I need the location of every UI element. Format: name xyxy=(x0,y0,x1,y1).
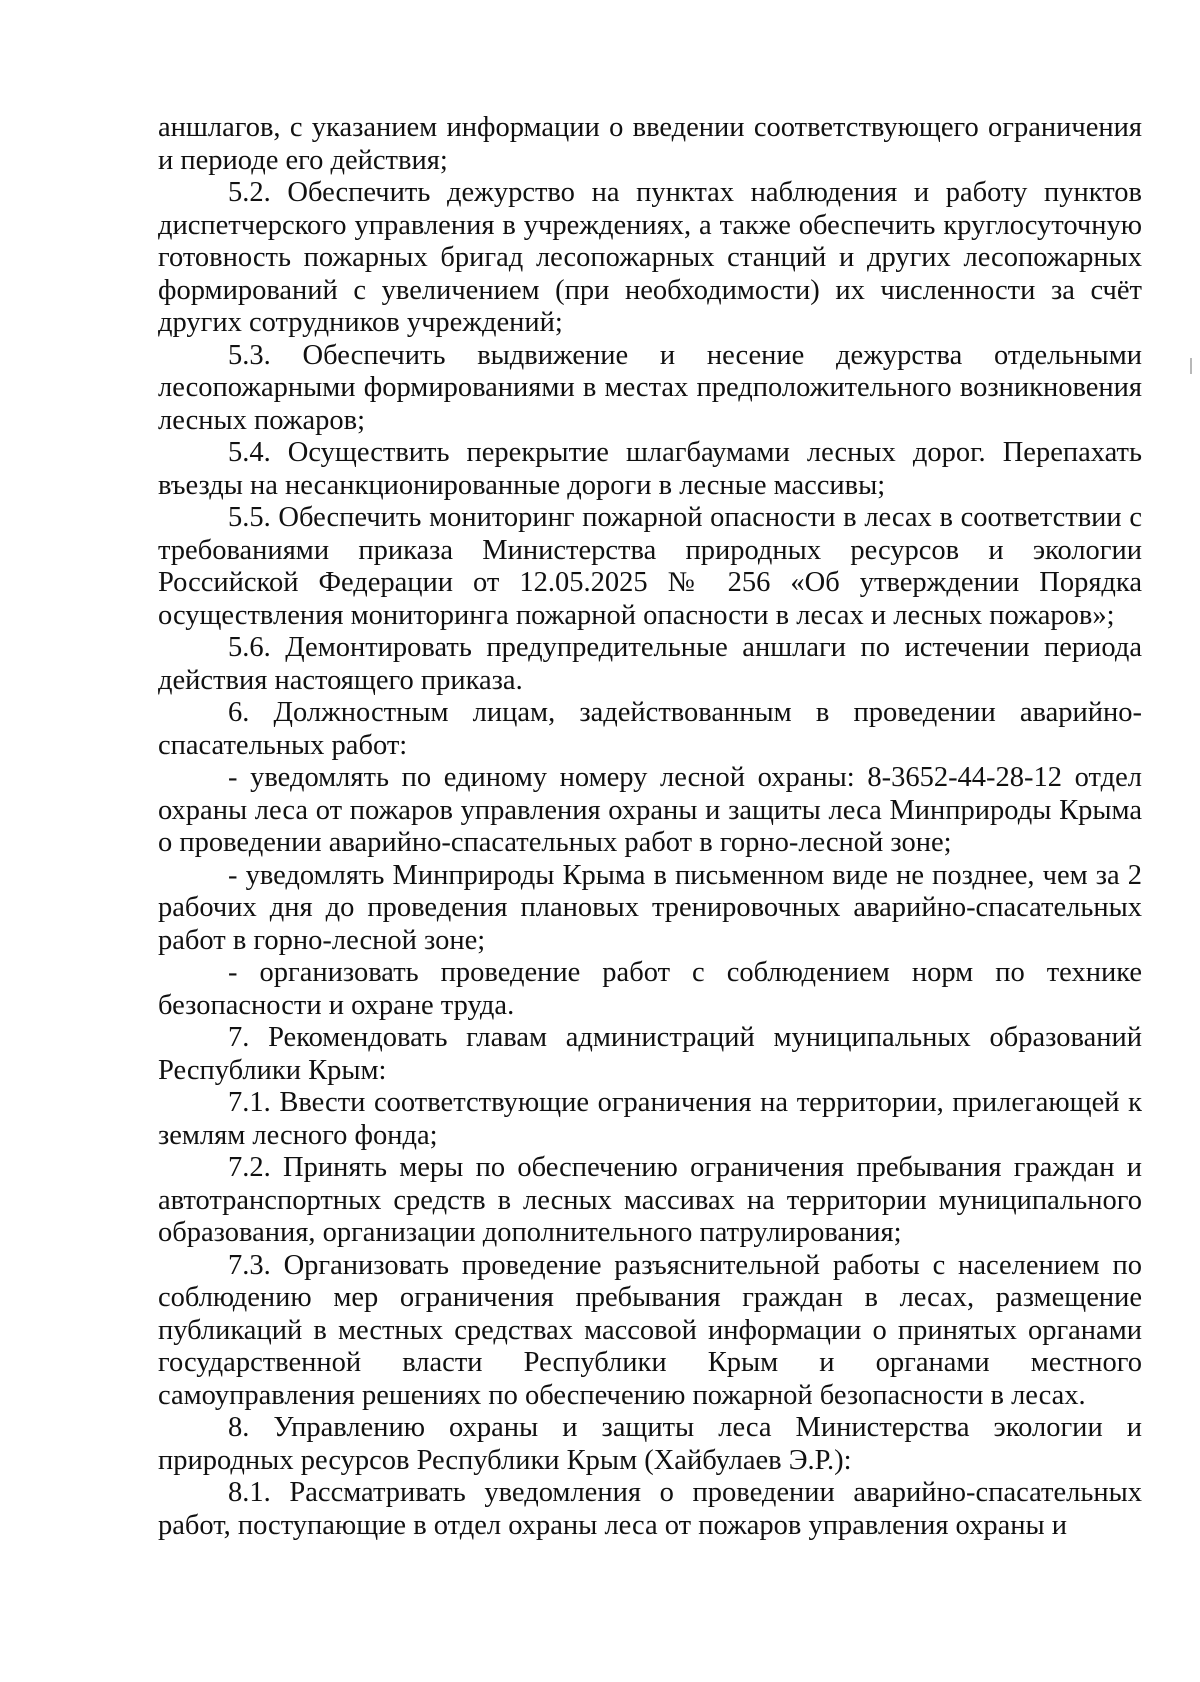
scan-margin-mark xyxy=(1190,358,1192,374)
paragraph-6-item-3: - организовать проведение работ с соблюдением норм по технике безопасности и охране труда. xyxy=(158,957,1142,1021)
paragraph-6-item-2: - уведомлять Минприроды Крыма в письменном виде не позднее, чем за 2 рабочих дня до проведения плановых тренировочных аварийно-спасательных работ в горно-лесной зоне; xyxy=(158,859,1142,956)
paragraph-7-3: 7.3. Организовать проведение разъяснительной работы с населением по соблюдению мер ограничения пребывания граждан в лесах, размещение публикаций в местных средствах массовой информации о принятых органами государственной власти Республики Крым и органами местного самоуправления решениях по обеспечению пожарной безопасности в лесах. xyxy=(158,1249,1142,1411)
paragraph-8: 8. Управлению охраны и защиты леса Министерства экологии и природных ресурсов Республики Крым (Хайбулаев Э.Р.): xyxy=(158,1412,1142,1476)
paragraph-anshlag-continuation: аншлагов, с указанием информации о введении соответствующего ограничения и периоде его действия; xyxy=(158,112,1142,176)
paragraph-6: 6. Должностным лицам, задействованным в проведении аварийно-спасательных работ: xyxy=(158,697,1142,761)
paragraph-6-item-1: - уведомлять по единому номеру лесной охраны: 8-3652-44-28-12 отдел охраны леса от пожаров управления охраны и защиты леса Минприроды Крыма о проведении аварийно-спасательных работ в горно-лесной зоне; xyxy=(158,762,1142,858)
paragraph-5-3: 5.3. Обеспечить выдвижение и несение дежурства отдельными лесопожарными формированиями в местах предположительного возникновения лесных пожаров; xyxy=(158,339,1142,436)
paragraph-7: 7. Рекомендовать главам администраций муниципальных образований Республики Крым: xyxy=(158,1022,1142,1086)
document-body xyxy=(158,112,1142,1542)
paragraph-5-6: 5.6. Демонтировать предупредительные аншлаги по истечении периода действия настоящего приказа. xyxy=(158,632,1142,696)
paragraph-7-2: 7.2. Принять меры по обеспечению ограничения пребывания граждан и автотранспортных средств в лесных массивах на территории муниципального образования, организации дополнительного патрулирования; xyxy=(158,1152,1142,1248)
paragraph-8-1: 8.1. Рассматривать уведомления о проведении аварийно-спасательных работ, поступающие в отдел охраны леса от пожаров управления охраны и xyxy=(158,1477,1142,1541)
paragraph-5-2: 5.2. Обеспечить дежурство на пунктах наблюдения и работу пунктов диспетчерского управления в учреждениях, а также обеспечить круглосуточную готовность пожарных бригад лесопожарных станций и других лесопожарных формирований с увеличением (при необходимости) их численности за счёт других сотрудников учреждений; xyxy=(158,177,1142,338)
paragraph-5-4: 5.4. Осуществить перекрытие шлагбаумами лесных дорог. Перепахать въезды на несанкционированные дороги в лесные массивы; xyxy=(158,437,1142,501)
paragraph-5-5: 5.5. Обеспечить мониторинг пожарной опасности в лесах в соответствии с требованиями приказа Министерства природных ресурсов и экологии Российской Федерации от 12.05.2025 № 256 «Об утверждении Порядка осуществления мониторинга пожарной опасности в лесах и лесных пожаров»; xyxy=(158,502,1142,631)
paragraph-7-1: 7.1. Ввести соответствующие ограничения на территории, прилегающей к землям лесного фонда; xyxy=(158,1087,1142,1151)
